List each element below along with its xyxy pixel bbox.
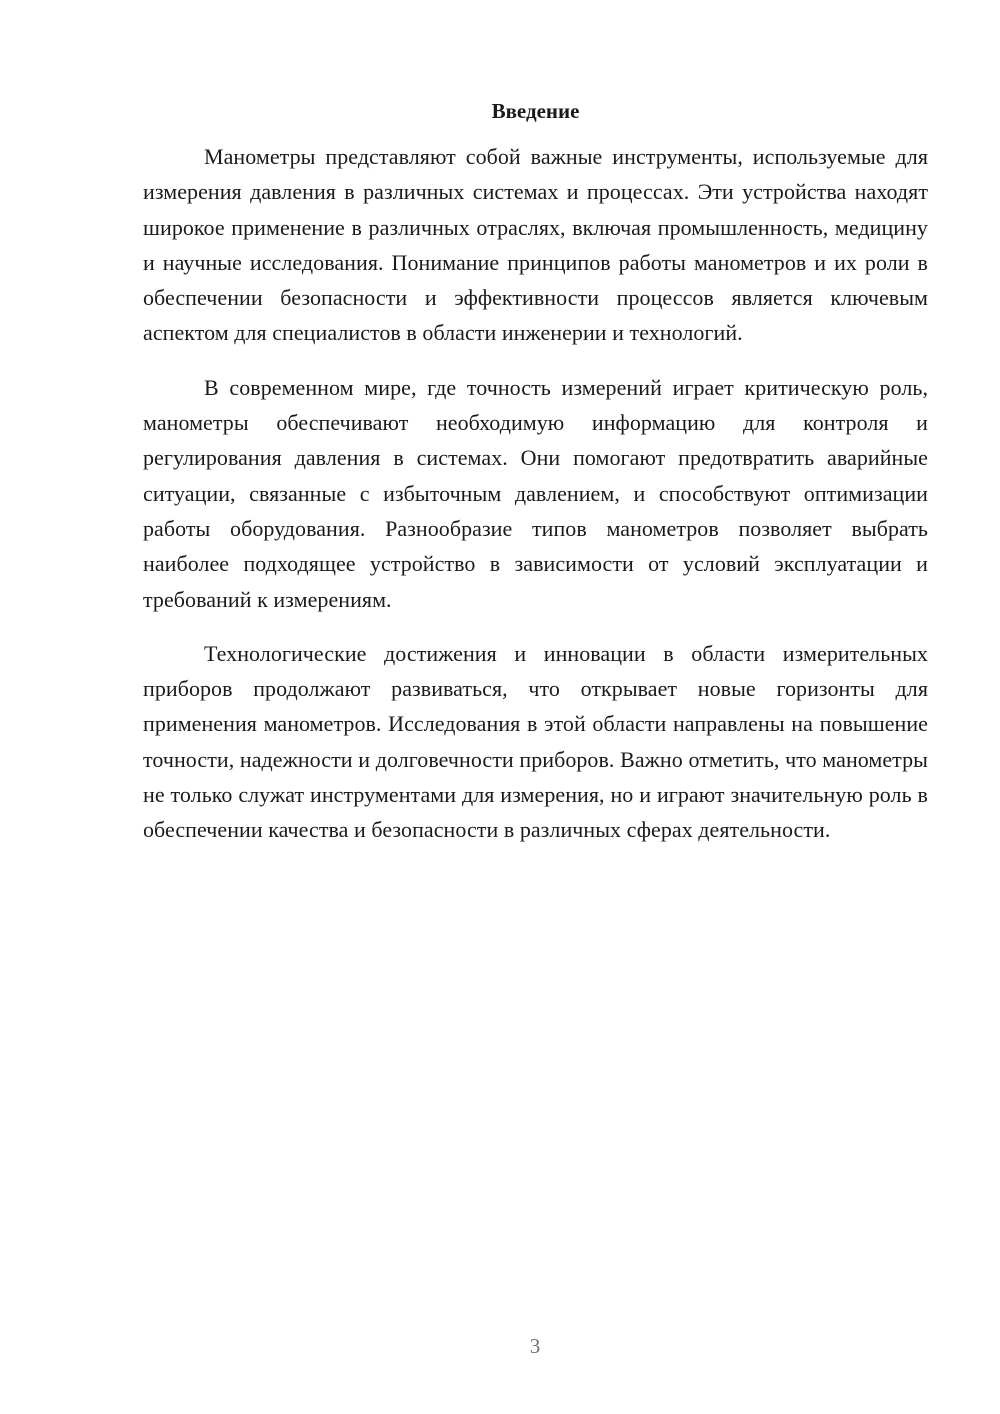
section-title: Введение [491,99,580,123]
page-content [143,96,928,867]
page-number: 3 [529,1334,541,1358]
paragraph-1: Манометры представляют собой важные инструменты, используемые для измерения давления в различных системах и процессах. Эти устройства находят широкое применение в различных отраслях, включая промышленность, медицину и научные исследования. Понимание принципов работы манометров и их роли в обеспечении безопасности и эффективности процессов является ключевым аспектом для специалистов в области инженерии и технологий. [143,144,928,346]
paragraph-3: Технологические достижения и инновации в области измерительных приборов продолжают развиваться, что открывает новые горизонты для применения манометров. Исследования в этой области направлены на повышение точности, надежности и долговечности приборов. Важно отметить, что манометры не только служат инструментами для измерения, но и играют значительную роль в обеспечении качества и безопасности в различных сферах деятельности. [143,640,928,843]
paragraph-2: В современном мире, где точность измерений играет критическую роль, манометры обеспечивают необходимую информацию для контроля и регулирования давления в системах. Они помогают предотвратить аварийные ситуации, связанные с избыточным давлением, и способствуют оптимизации работы оборудования. Разнообразие типов манометров позволяет выбрать наиболее подходящее устройство в зависимости от условий эксплуатации и требований к измерениям. [143,374,928,612]
